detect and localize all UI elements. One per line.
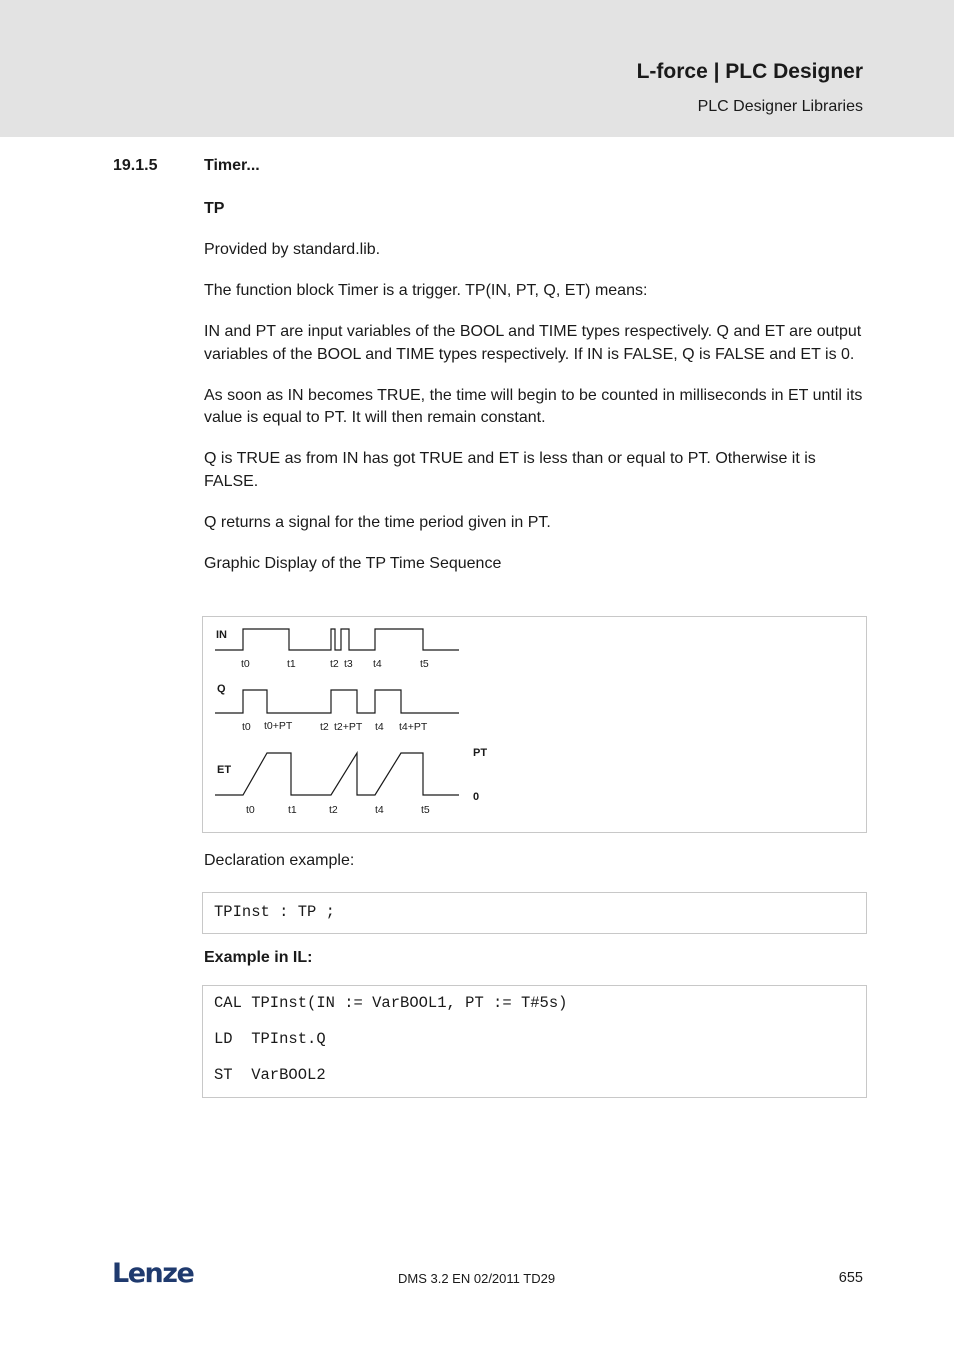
paragraph-counting: As soon as IN becomes TRUE, the time will begin to be counted in milliseconds in ET until its value is equal to PT. It will then remain constant. [204, 386, 863, 426]
signal-label-in: IN [216, 629, 227, 641]
il-code-box [202, 985, 867, 1098]
et-tick-t2: t2 [329, 804, 338, 816]
q-tick-t0-pt: t0+PT [264, 720, 293, 732]
declaration-code-line: TPInst : TP ; [214, 903, 335, 921]
et-tick-t5: t5 [421, 804, 430, 816]
in-tick-t3: t3 [344, 658, 353, 670]
in-tick-t0: t0 [241, 658, 250, 670]
q-tick-t2-pt: t2+PT [334, 721, 363, 733]
q-tick-t0: t0 [242, 721, 251, 733]
paragraph-variables: IN and PT are input variables of the BOOL and TIME types respectively. Q and ET are output variables of the BOOL and TIME types respectively. If IN is FALSE, Q is FALSE and ET is 0. [204, 323, 862, 363]
in-tick-t4: t4 [373, 658, 382, 670]
subsection-title: TP [204, 200, 225, 217]
declaration-code-box [202, 892, 867, 934]
lenze-logo: Lenze [112, 1258, 194, 1289]
example-il-label: Example in IL: [204, 949, 313, 966]
il-code-line: LD TPInst.Q [214, 1030, 326, 1048]
header-band [0, 0, 954, 137]
timing-diagram [203, 617, 866, 832]
et-waveform [215, 753, 459, 795]
page-number: 655 [838, 1270, 863, 1286]
il-code-line: ST VarBOOL2 [214, 1066, 326, 1084]
header-subtitle: PLC Designer Libraries [697, 98, 863, 115]
et-level-pt: PT [473, 747, 488, 759]
signal-label-et: ET [217, 764, 232, 776]
in-tick-t1: t1 [287, 658, 296, 670]
declaration-label: Declaration example: [204, 852, 355, 869]
et-tick-t1: t1 [288, 804, 297, 816]
paragraph-trigger: The function block Timer is a trigger. TP(IN, PT, Q, ET) means: [204, 282, 648, 299]
header-title: L-force | PLC Designer [636, 60, 863, 83]
q-waveform [215, 690, 459, 713]
q-tick-t4: t4 [375, 721, 384, 733]
signal-label-q: Q [217, 683, 226, 695]
paragraph-provided: Provided by standard.lib. [204, 241, 381, 258]
et-tick-t0: t0 [246, 804, 255, 816]
footer-doc-id: DMS 3.2 EN 02/2011 TD29 [398, 1271, 556, 1286]
in-tick-t5: t5 [420, 658, 429, 670]
il-code-line: CAL TPInst(IN := VarBOOL1, PT := T#5s) [214, 994, 568, 1012]
paragraph-graphic-caption: Graphic Display of the TP Time Sequence [204, 554, 502, 572]
timing-diagram-box [202, 616, 867, 833]
in-tick-t2: t2 [330, 658, 339, 670]
et-level-zero: 0 [473, 791, 480, 803]
paragraph-q-true: Q is TRUE as from IN has got TRUE and ET is less than or equal to PT. Otherwise it is FALSE. [204, 450, 816, 490]
section-number: 19.1.5 [113, 157, 158, 174]
paragraph-q-signal: Q returns a signal for the time period given in PT. [204, 513, 551, 531]
et-tick-t4: t4 [375, 804, 384, 816]
in-waveform [215, 629, 459, 650]
content [204, 198, 868, 594]
q-tick-t4-pt: t4+PT [399, 721, 428, 733]
q-tick-t2: t2 [320, 721, 329, 733]
section-title: Timer... [204, 157, 260, 174]
